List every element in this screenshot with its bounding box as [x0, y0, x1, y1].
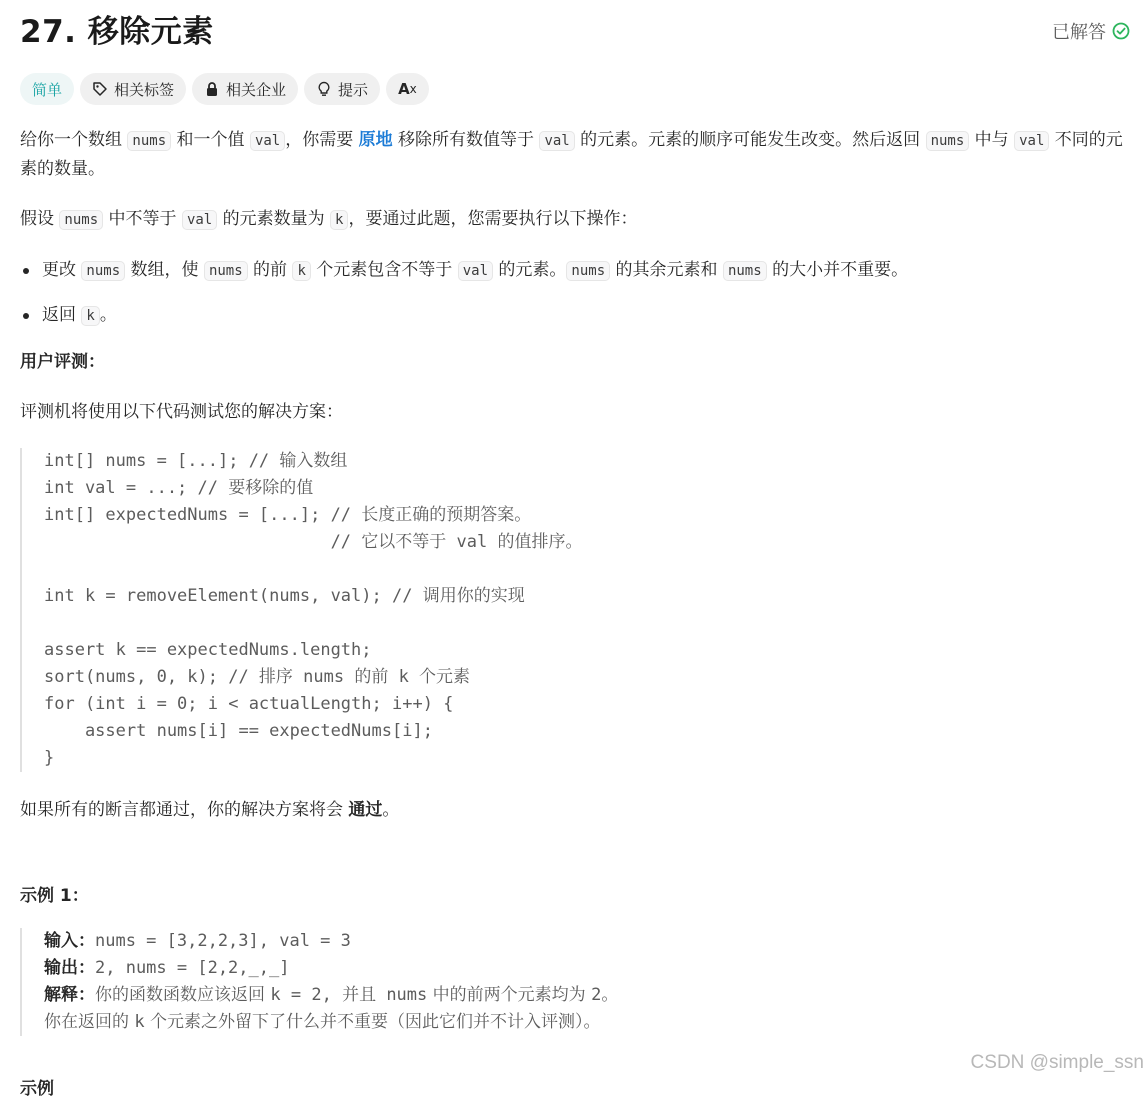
example-2-title-cut: 示例	[20, 1079, 54, 1099]
text: 的其余元素和	[610, 260, 723, 280]
text: 给你一个数组	[20, 130, 128, 150]
hint-button[interactable]	[304, 73, 380, 105]
list-item	[20, 301, 1128, 330]
text: 你在返回的	[44, 1012, 135, 1032]
mono-text: 2	[591, 985, 602, 1005]
inline-code: nums	[723, 261, 767, 281]
text: 如果所有的断言都通过，你的解决方案将会	[20, 800, 349, 820]
related-tags-button[interactable]	[80, 73, 186, 105]
code-line: // 它以不等于 val 的值排序。	[44, 532, 583, 552]
text: ，要通过此题，您需要执行以下操作：	[348, 209, 638, 229]
code-line: assert k == expectedNums.length;	[44, 640, 372, 660]
text: , 并且	[321, 985, 387, 1005]
solved-status	[1052, 18, 1130, 44]
mono-text: nums	[386, 985, 428, 1005]
pass-paragraph	[20, 796, 1128, 824]
code-line: int k = removeElement(nums, val); // 调用你的实现	[44, 586, 525, 606]
example-explain-line	[44, 982, 1128, 1009]
code-line: int[] nums = [...]; // 输入数组	[44, 451, 348, 471]
inline-code: val	[458, 261, 493, 281]
code-line: int val = ...; // 要移除的值	[44, 478, 314, 498]
text: 你的函数函数应该返回	[95, 985, 271, 1005]
inline-code: nums	[566, 261, 610, 281]
output-value: 2, nums = [2,2,_,_]	[95, 958, 290, 978]
text: 更改	[42, 260, 82, 280]
text: 和一个值	[171, 130, 250, 150]
problem-header	[20, 12, 1130, 52]
hint-label: 提示	[338, 80, 369, 99]
problem-description	[20, 126, 1128, 1036]
inline-code: nums	[127, 131, 171, 151]
inline-code: val	[182, 210, 217, 230]
text: 。	[601, 985, 619, 1005]
code-line	[44, 610, 1128, 637]
text: 返回	[42, 305, 82, 325]
list-item	[20, 256, 1128, 285]
judge-intro: 评测机将使用以下代码测试您的解决方案：	[20, 402, 343, 422]
code-line: assert nums[i] == expectedNums[i];	[44, 721, 433, 741]
code-line: int[] expectedNums = [...]; // 长度正确的预期答案。	[44, 505, 532, 525]
text: 中的前两个元素均为	[427, 985, 592, 1005]
example-explain-line-2	[44, 1009, 1128, 1036]
solved-label: 已解答	[1052, 22, 1106, 43]
explain-label: 解释：	[44, 985, 95, 1005]
bold-text: 通过	[348, 800, 383, 820]
translate-button[interactable]	[386, 73, 429, 105]
translate-icon: A	[398, 80, 410, 98]
inline-code: k	[292, 261, 310, 281]
difficulty-label: 简单	[32, 80, 63, 99]
example-output-line	[44, 955, 1128, 982]
judge-code-block	[20, 448, 1128, 772]
text: 移除所有数值等于	[392, 130, 540, 150]
text: 中不等于	[103, 209, 182, 229]
lightbulb-icon	[316, 81, 332, 97]
text: ，你需要	[285, 130, 359, 150]
text: 的前	[247, 260, 293, 280]
text: 假设	[20, 209, 60, 229]
code-line: }	[44, 748, 55, 768]
inline-code: k	[330, 210, 348, 230]
inline-code: nums	[204, 261, 248, 281]
text: 个元素包含不等于	[310, 260, 458, 280]
inline-code: val	[1014, 131, 1049, 151]
tag-icon	[92, 81, 108, 97]
text: 不同的元素的数量。	[20, 130, 1123, 179]
related-tags-label: 相关标签	[114, 80, 175, 99]
text: 中与	[969, 130, 1015, 150]
text: 的大小并不重要。	[766, 260, 909, 280]
translate-icon-glyph: x	[409, 82, 417, 96]
text: 个元素之外留下了什么并不重要（因此它们并不计入评测）。	[144, 1012, 601, 1032]
code-line	[44, 556, 1128, 583]
lock-icon	[204, 81, 220, 97]
judge-heading: 用户评测：	[20, 352, 105, 372]
inline-code: k	[81, 306, 99, 326]
text: 的元素。	[493, 260, 567, 280]
text: 的元素。元素的顺序可能发生改变。然后返回	[574, 130, 926, 150]
output-label: 输出：	[44, 958, 95, 978]
watermark: CSDN @simple_ssn	[970, 1052, 1144, 1073]
check-circle-icon	[1112, 22, 1130, 40]
inline-code: val	[250, 131, 285, 151]
problem-title: 27. 移除元素	[20, 14, 214, 50]
text: 的元素数量为	[217, 209, 331, 229]
tag-bar	[20, 73, 429, 105]
text: 。	[382, 800, 400, 820]
text: 数组，使	[125, 260, 204, 280]
related-companies-button[interactable]	[192, 73, 298, 105]
input-value: nums = [3,2,2,3], val = 3	[95, 931, 351, 951]
description-paragraph-1	[20, 126, 1128, 183]
mono-text: k	[134, 1012, 145, 1032]
inline-code: nums	[926, 131, 970, 151]
requirements-list	[20, 256, 1128, 330]
input-label: 输入：	[44, 931, 95, 951]
inline-code: nums	[59, 210, 103, 230]
example-1-block	[20, 928, 1128, 1036]
code-line: sort(nums, 0, k); // 排序 nums 的前 k 个元素	[44, 667, 471, 687]
example-input-line	[44, 928, 1128, 955]
example-1-title: 示例 1：	[20, 886, 89, 906]
code-line: for (int i = 0; i < actualLength; i++) {	[44, 694, 454, 714]
text: 。	[99, 305, 117, 325]
inline-code: val	[539, 131, 574, 151]
related-companies-label: 相关企业	[226, 80, 287, 99]
emphasis-link[interactable]: 原地	[358, 130, 393, 150]
description-paragraph-2	[20, 205, 1128, 234]
difficulty-badge[interactable]	[20, 73, 74, 105]
mono-text: k = 2	[270, 985, 322, 1005]
inline-code: nums	[81, 261, 125, 281]
